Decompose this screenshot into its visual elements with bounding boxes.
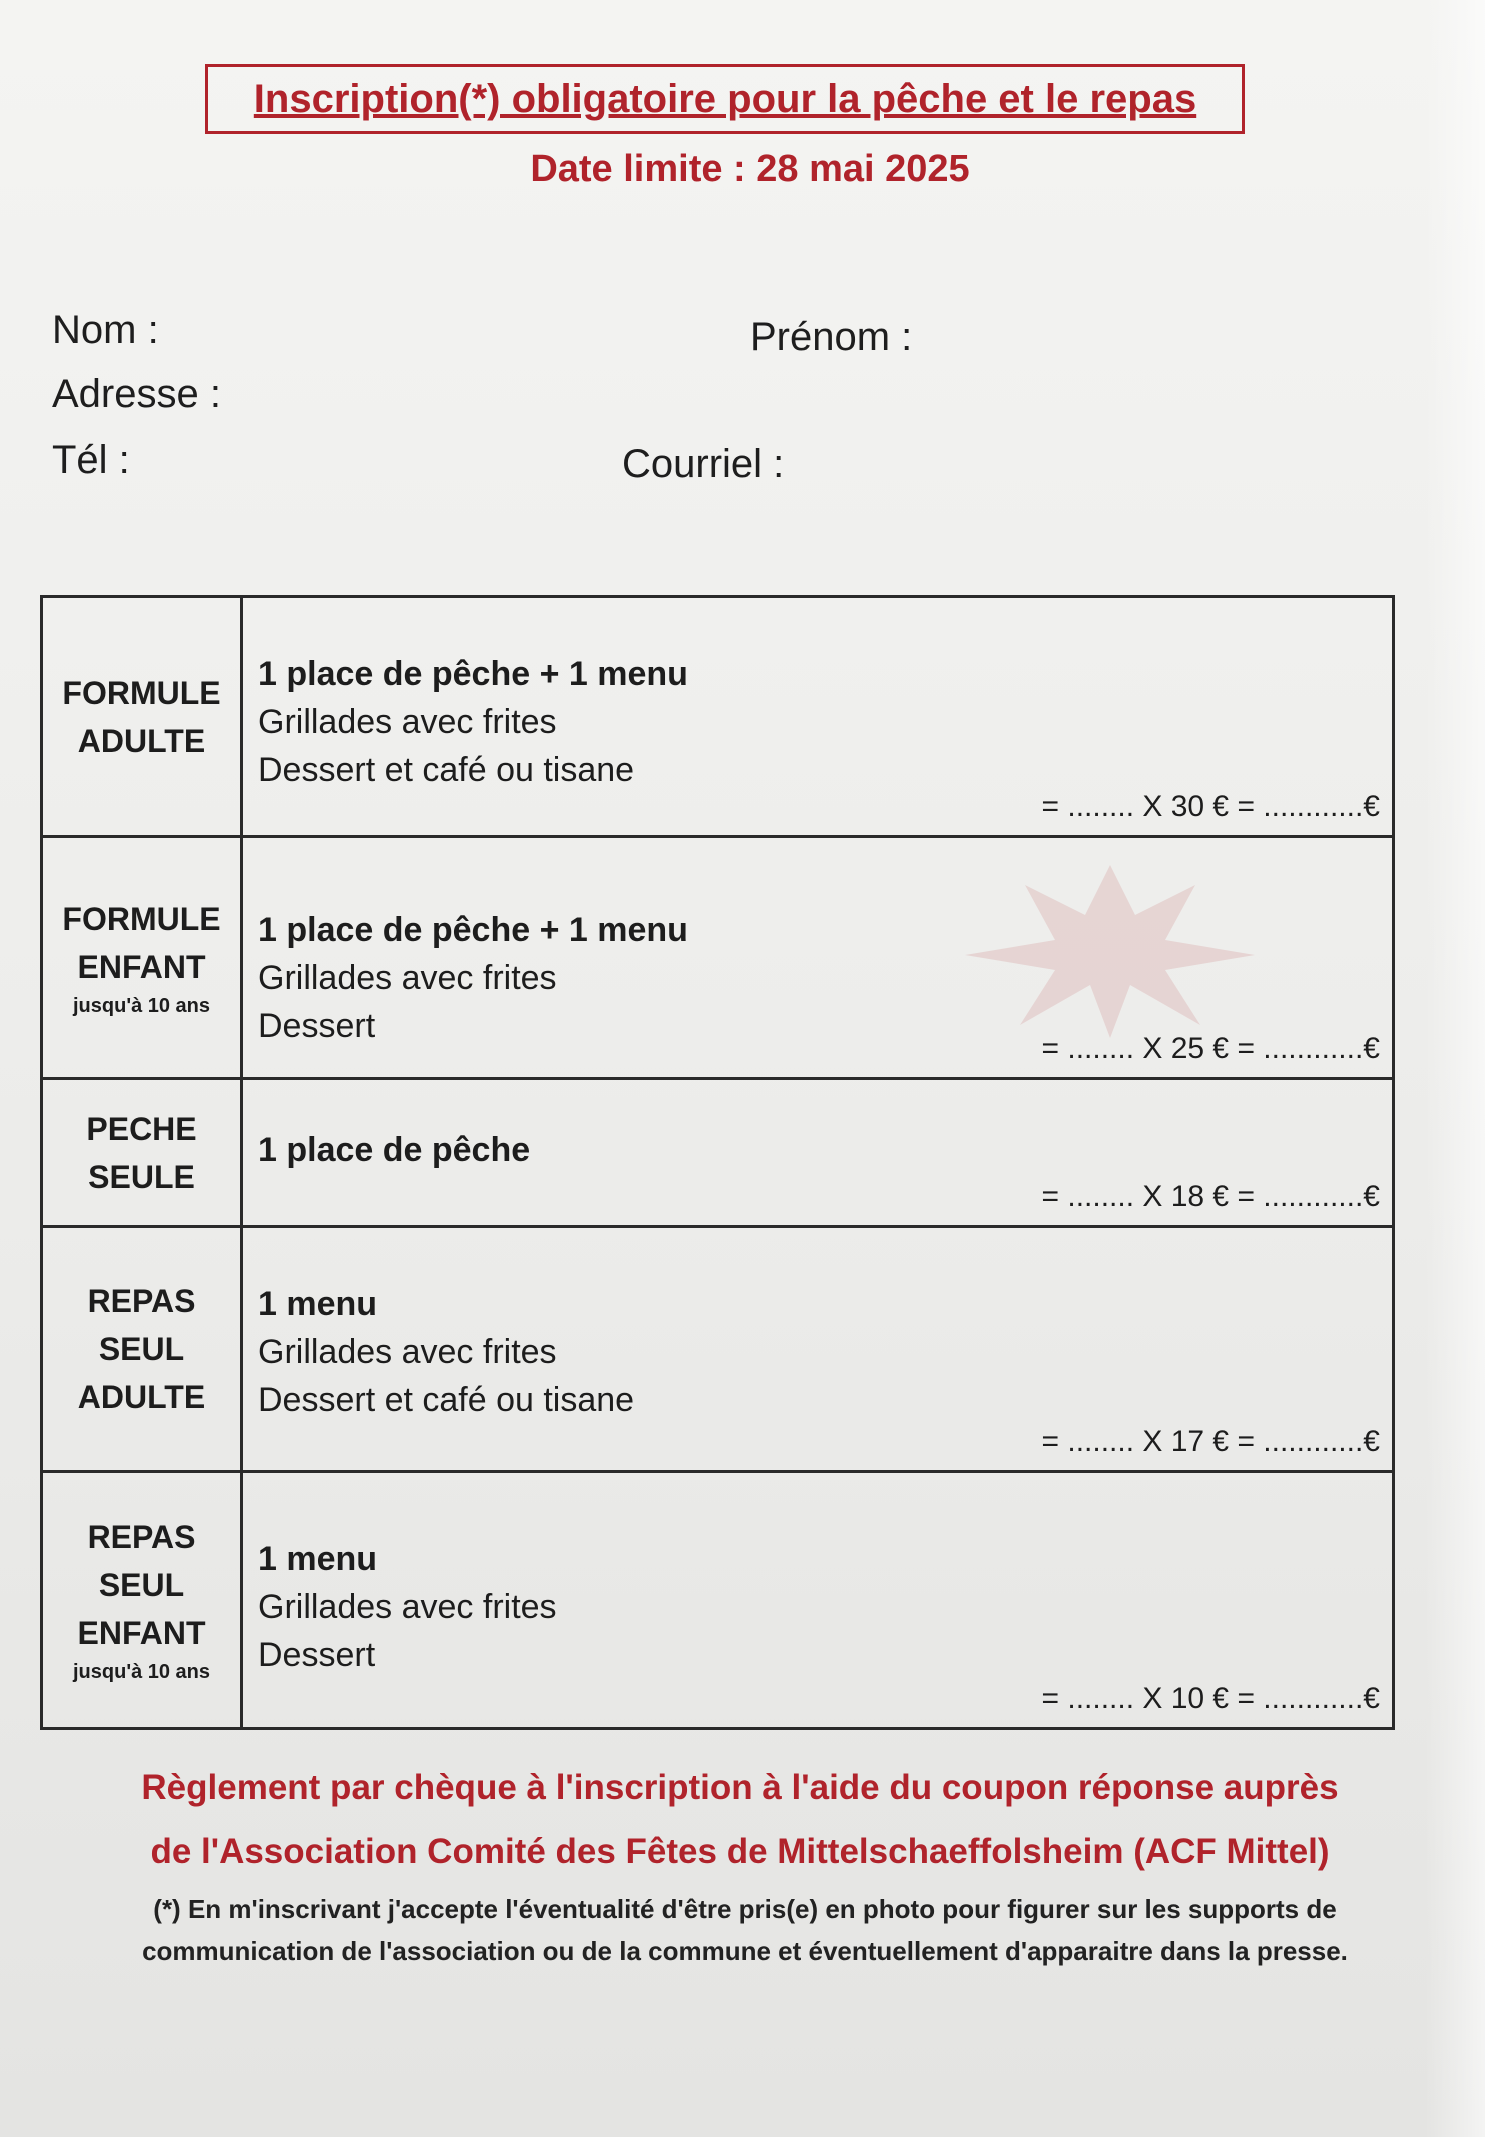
row-line: Dessert	[258, 1636, 376, 1674]
table-row	[43, 1080, 1392, 1228]
row-line: Grillades avec frites	[258, 959, 557, 997]
field-prenom[interactable]: Prénom :	[750, 315, 913, 359]
quantity-total-field[interactable]: = ........ X 10 € = ............€	[1041, 1682, 1380, 1715]
row-heading: 1 place de pêche	[258, 1131, 531, 1169]
row-line: Dessert et café ou tisane	[258, 751, 635, 789]
row-heading: 1 menu	[258, 1285, 378, 1323]
field-nom[interactable]: Nom :	[52, 308, 159, 352]
row-label: PECHE SEULE	[43, 1080, 243, 1225]
row-line: Grillades avec frites	[258, 1588, 557, 1626]
table-row	[43, 598, 1392, 838]
registration-table	[40, 595, 1395, 1730]
field-adresse[interactable]: Adresse :	[52, 372, 221, 416]
row-label: REPAS SEUL ENFANT jusqu'à 10 ans	[43, 1473, 243, 1727]
table-row	[43, 1473, 1392, 1727]
field-tel[interactable]: Tél :	[52, 438, 130, 482]
payment-instructions: Règlement par chèque à l'inscription à l'aide du coupon réponse auprès	[141, 1768, 1339, 1807]
row-line: Dessert et café ou tisane	[258, 1381, 635, 1419]
row-line: Grillades avec frites	[258, 1333, 557, 1371]
payment-association: de l'Association Comité des Fêtes de Mittelschaeffolsheim (ACF Mittel)	[150, 1832, 1330, 1871]
table-row	[43, 838, 1392, 1080]
page-title: Inscription(*) obligatoire pour la pêche et le repas	[205, 64, 1245, 134]
row-label: FORMULE ENFANT jusqu'à 10 ans	[43, 838, 243, 1077]
quantity-total-field[interactable]: = ........ X 25 € = ............€	[1041, 1032, 1380, 1065]
field-courriel[interactable]: Courriel :	[622, 442, 785, 486]
row-content	[258, 838, 1392, 1077]
row-content	[258, 1080, 1392, 1225]
quantity-total-field[interactable]: = ........ X 17 € = ............€	[1041, 1425, 1380, 1458]
row-content	[258, 1228, 1392, 1470]
row-label: FORMULE ADULTE	[43, 598, 243, 835]
quantity-total-field[interactable]: = ........ X 18 € = ............€	[1041, 1180, 1380, 1213]
row-label: REPAS SEUL ADULTE	[43, 1228, 243, 1470]
row-line: Grillades avec frites	[258, 703, 557, 741]
row-heading: 1 place de pêche + 1 menu	[258, 655, 688, 693]
row-content	[258, 1473, 1392, 1727]
date-limit: Date limite : 28 mai 2025	[530, 148, 970, 190]
row-heading: 1 place de pêche + 1 menu	[258, 911, 688, 949]
row-line: Dessert	[258, 1007, 376, 1045]
table-row	[43, 1228, 1392, 1473]
row-content	[258, 598, 1392, 835]
quantity-total-field[interactable]: = ........ X 30 € = ............€	[1041, 790, 1380, 823]
row-heading: 1 menu	[258, 1540, 378, 1578]
photo-consent-note: (*) En m'inscrivant j'accepte l'éventualité d'être pris(e) en photo pour figurer sur les supports de communication de l'association ou de la commune et éventuellement d'apparaitre dans la presse.	[142, 1894, 1348, 1966]
